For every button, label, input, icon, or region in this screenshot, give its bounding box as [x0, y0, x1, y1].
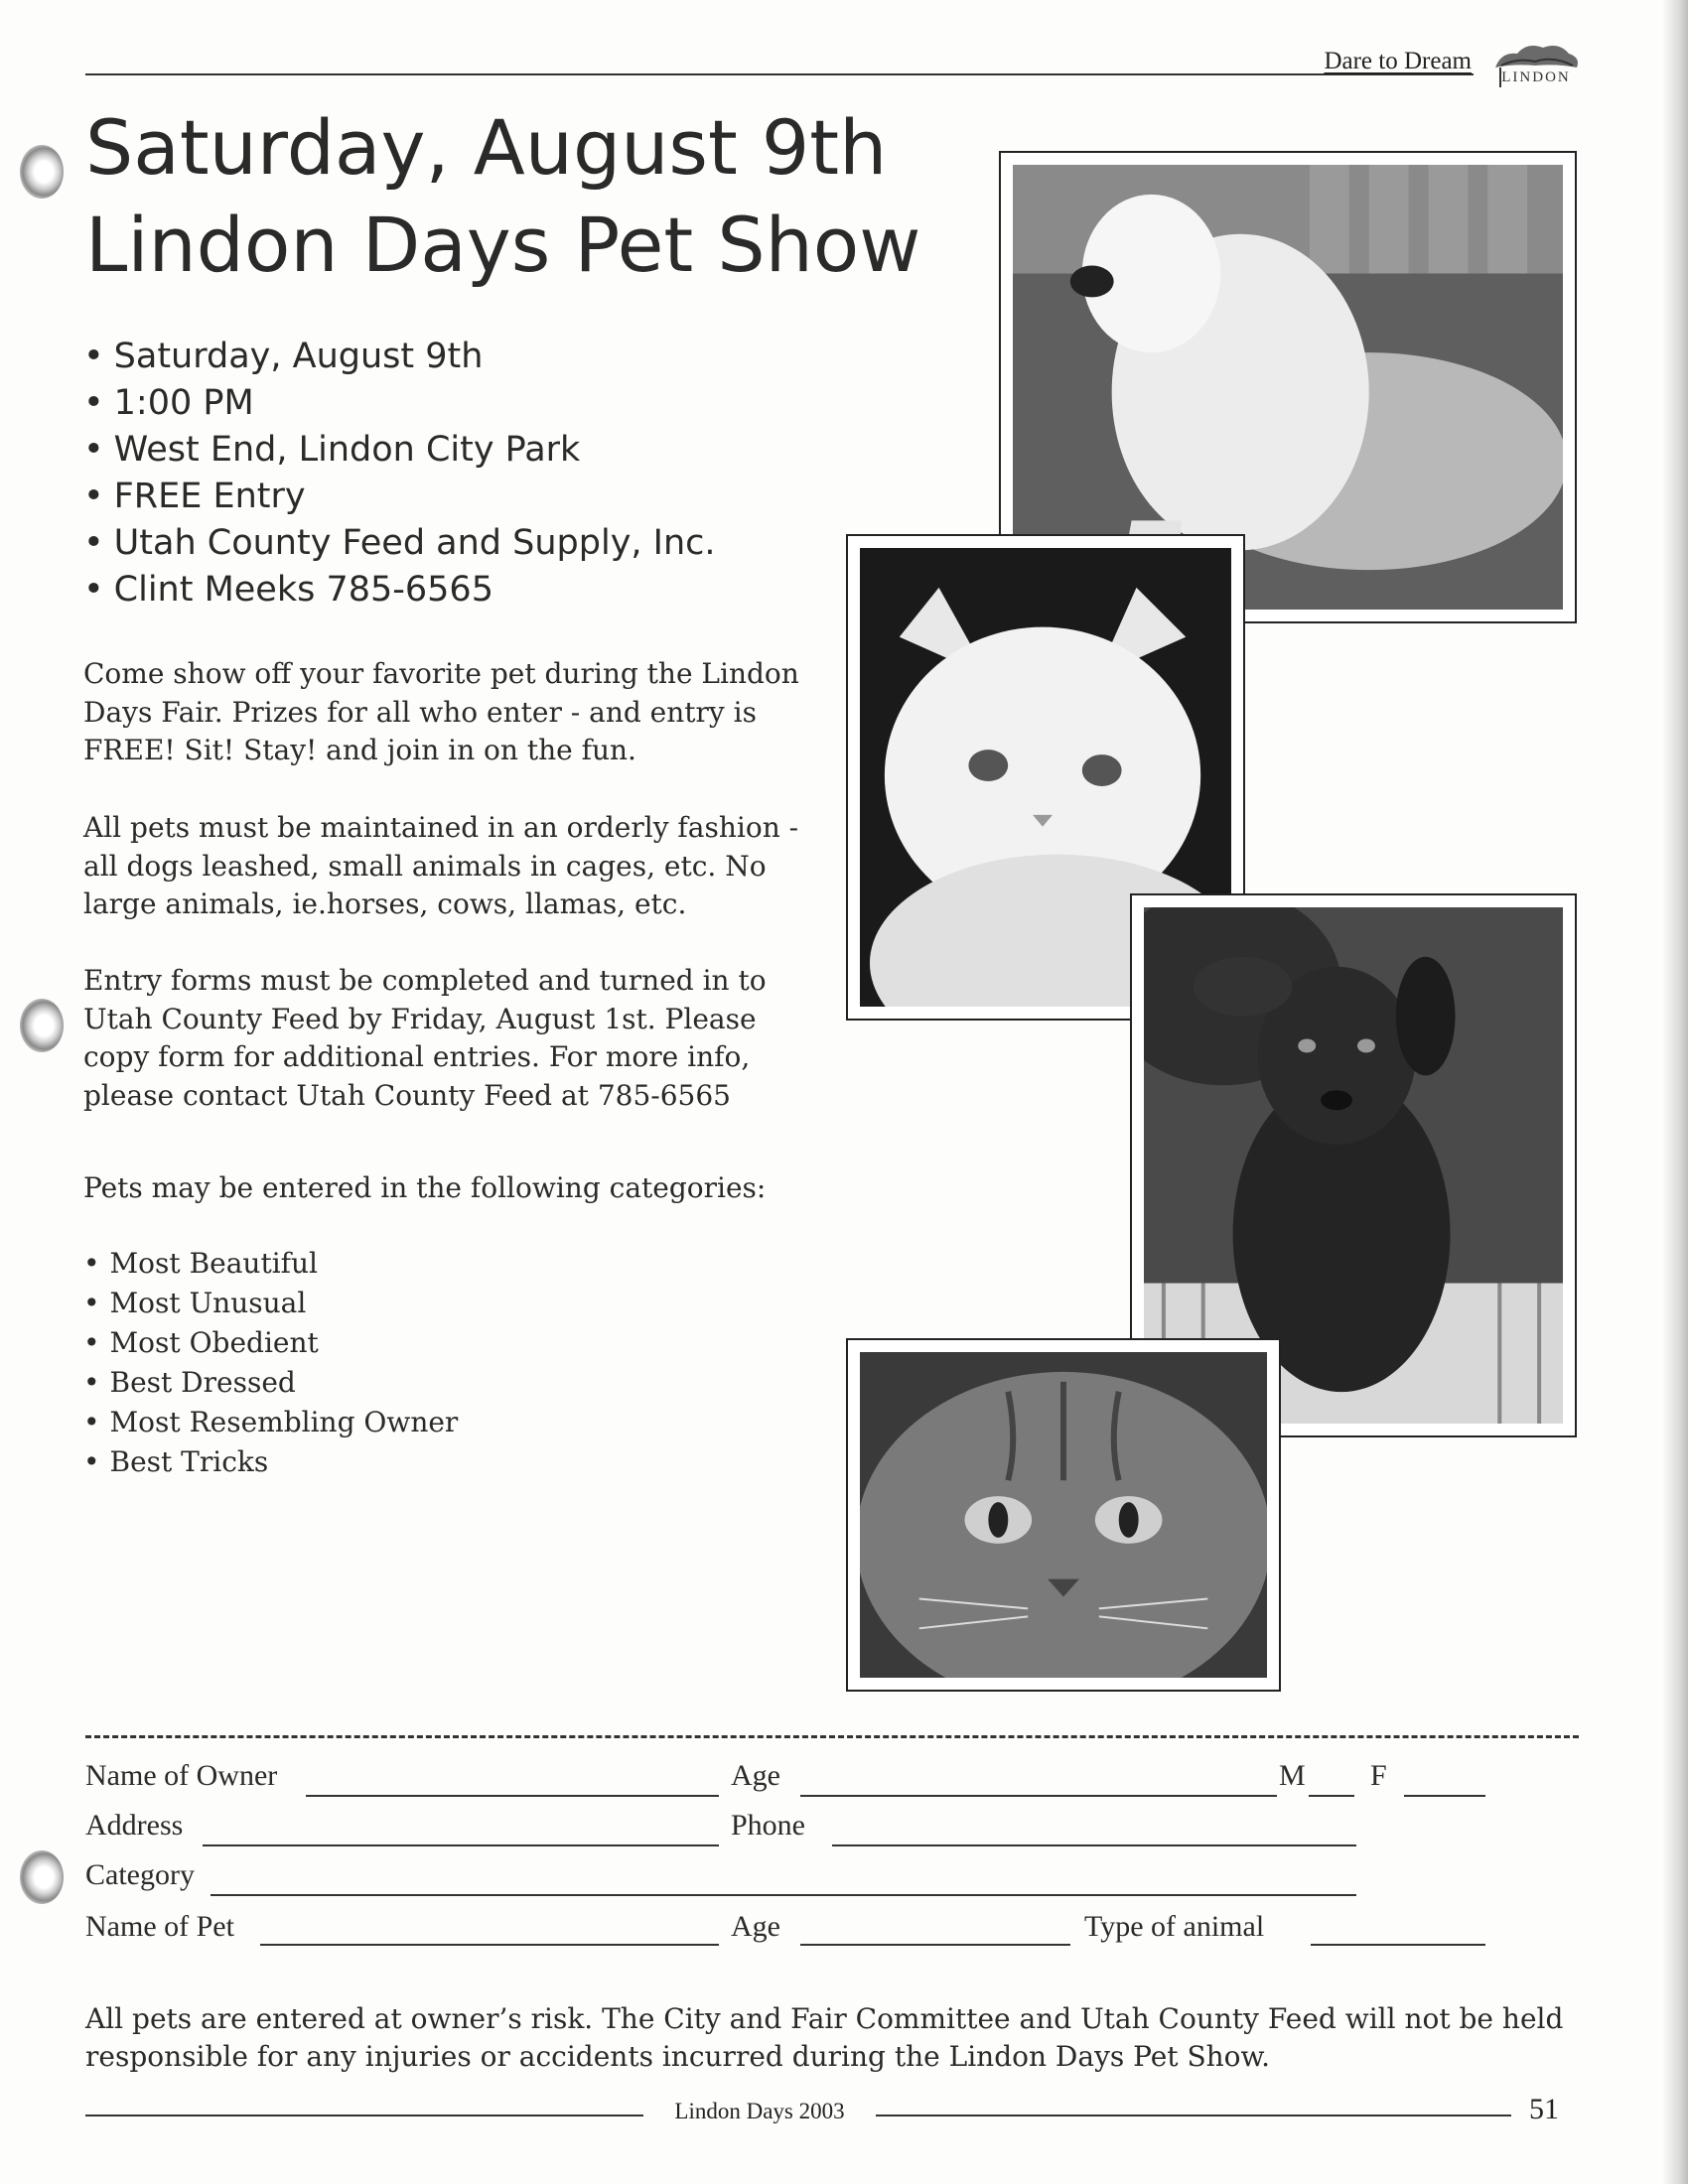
info-item-sponsor: • Utah County Feed and Supply, Inc. — [83, 520, 716, 567]
pet-name-label: Name of Pet — [85, 1910, 234, 1943]
title-line-2: Lindon Days Pet Show — [85, 201, 921, 289]
info-item-date: • Saturday, August 9th — [83, 334, 716, 380]
category-item: • Best Tricks — [83, 1442, 458, 1482]
liability-disclaimer: All pets are entered at owner’s risk. The City and Fair Committee and Utah County Feed will not be held responsible for any injuries or accidents incurred during the Lindon Days Pet Show. — [85, 2002, 1564, 2073]
male-field[interactable] — [1309, 1795, 1354, 1797]
owner-age-label: Age — [731, 1759, 780, 1792]
footer-publication: Lindon Days 2003 — [674, 2099, 845, 2123]
intro-paragraph: Come show off your favorite pet during the Lindon Days Fair. Prizes for all who enter - and entry is FREE! Sit! Stay! and join in on the fun. — [83, 657, 799, 766]
entry-paragraph: Entry forms must be completed and turned in to Utah County Feed by Friday, August 1st. Please copy form for additional entries. For more info, please contact Utah County Feed at 785-6565 — [83, 964, 767, 1112]
rules-paragraph: All pets must be maintained in an orderly fashion - all dogs leashed, small animals in cages, etc. No large animals, ie.horses, cows, llamas, etc. — [83, 811, 799, 920]
male-label: M — [1279, 1759, 1306, 1792]
logo-wordmark: LINDON — [1501, 69, 1571, 85]
animal-type-label: Type of animal — [1084, 1910, 1265, 1943]
category-item: • Most Resembling Owner — [83, 1403, 458, 1442]
phone-label: Phone — [731, 1809, 805, 1842]
address-field[interactable] — [203, 1844, 719, 1846]
cut-line — [85, 1735, 1579, 1738]
category-field[interactable] — [211, 1894, 1356, 1896]
categories-intro: Pets may be entered in the following categories: — [83, 1171, 767, 1204]
categories-list — [83, 1244, 458, 1482]
pet-age-label: Age — [731, 1910, 780, 1943]
female-field[interactable] — [1404, 1795, 1485, 1797]
address-label: Address — [85, 1809, 184, 1842]
tabby-kitten-image — [860, 1352, 1267, 1678]
page-number: 51 — [1529, 2093, 1559, 2125]
hole-punch — [20, 999, 64, 1052]
category-item: • Most Beautiful — [83, 1244, 458, 1284]
footer-rule — [85, 2115, 643, 2116]
pet-name-field[interactable] — [260, 1944, 719, 1946]
category-item: • Most Unusual — [83, 1284, 458, 1323]
phone-field[interactable] — [832, 1844, 1356, 1846]
hole-punch — [20, 1850, 64, 1904]
footer-rule — [876, 2115, 1511, 2116]
title-line-1: Saturday, August 9th — [85, 103, 888, 192]
hole-punch — [20, 145, 64, 199]
owner-name-label: Name of Owner — [85, 1759, 278, 1792]
category-item: • Most Obedient — [83, 1323, 458, 1363]
owner-name-field[interactable] — [306, 1795, 719, 1797]
page-title — [85, 99, 920, 294]
female-label: F — [1370, 1759, 1387, 1792]
page-edge-shadow — [1662, 0, 1688, 2184]
animal-type-field[interactable] — [1311, 1944, 1485, 1946]
info-item-contact: • Clint Meeks 785-6565 — [83, 567, 716, 614]
header-rule — [85, 73, 1474, 75]
pet-age-field[interactable] — [800, 1944, 1070, 1946]
info-item-location: • West End, Lindon City Park — [83, 427, 716, 474]
event-info-list — [83, 334, 716, 614]
category-label: Category — [85, 1858, 195, 1891]
header-tagline: Dare to Dream — [1324, 48, 1472, 74]
category-item: • Best Dressed — [83, 1363, 458, 1403]
photo-tabby-kitten — [846, 1338, 1281, 1692]
info-item-entry: • FREE Entry — [83, 474, 716, 520]
owner-age-field[interactable] — [800, 1795, 1277, 1797]
info-item-time: • 1:00 PM — [83, 380, 716, 427]
